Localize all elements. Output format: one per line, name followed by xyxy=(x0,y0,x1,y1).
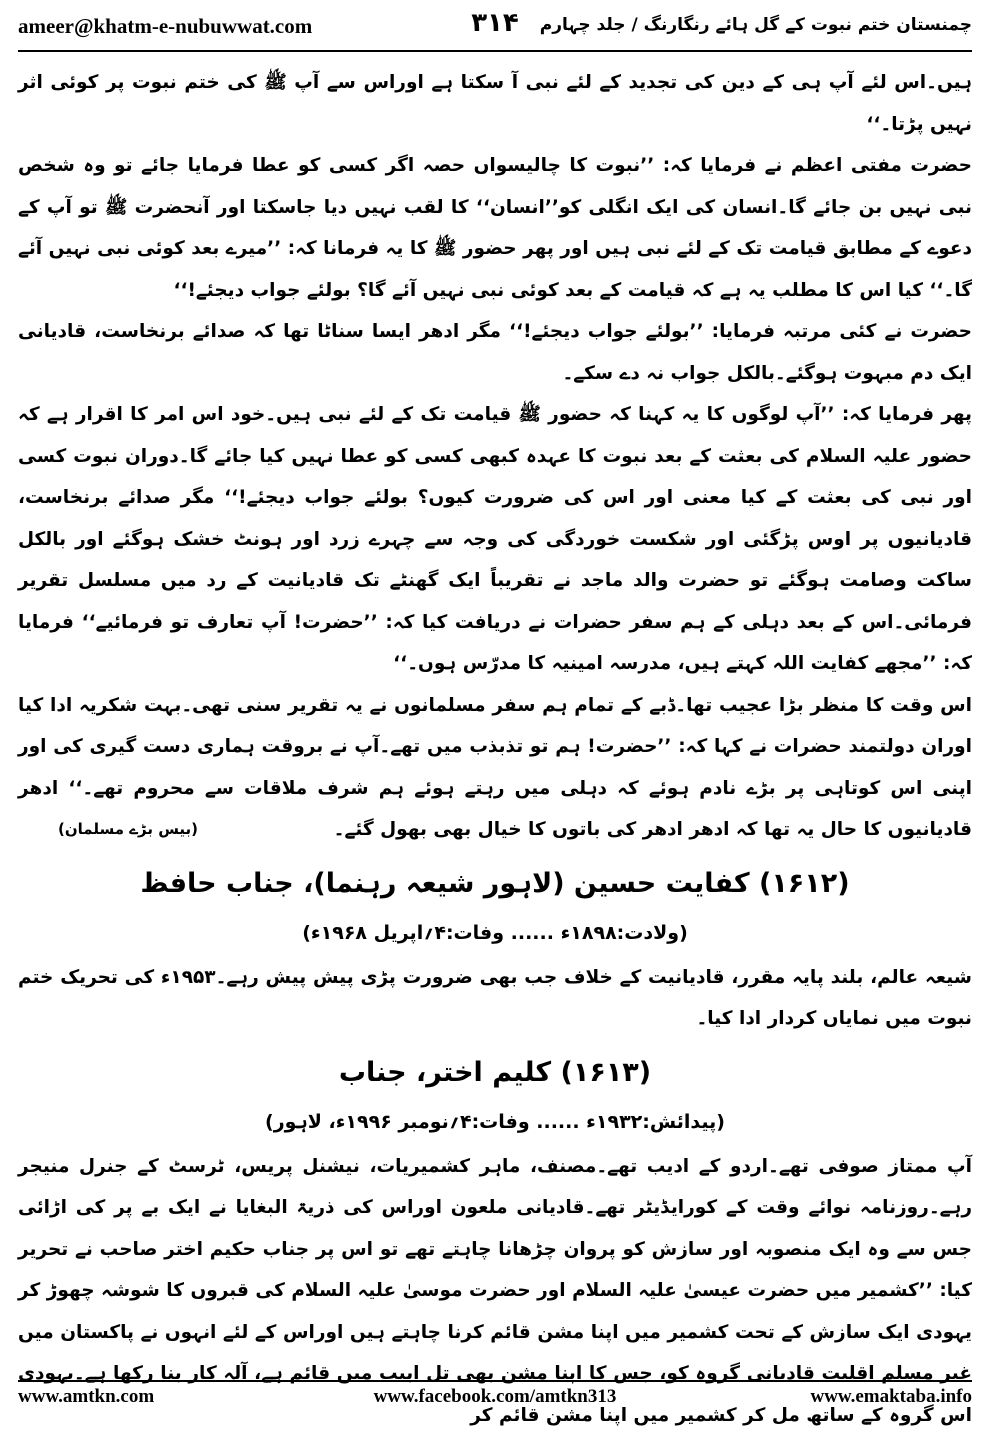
entry-text-1612: شیعہ عالم، بلند پایہ مقرر، قادیانیت کے خلاف جب بھی ضرورت پڑی پیش پیش رہے۔۱۹۵۳ء کی تحریک ختم نبوت میں نمایاں کردار ادا کیا۔ xyxy=(18,957,972,1040)
entry-heading-1613: (۱۶۱۳) کلیم اختر، جناب xyxy=(18,1050,972,1096)
header-divider xyxy=(18,50,972,52)
paragraph-3: حضرت نے کئی مرتبہ فرمایا: ’’بولئے جواب دیجئے!‘‘ مگر ادھر ایسا سناٹا تھا کہ صدائے برنخاست، قادیانی ایک دم مبہوت ہوگئے۔بالکل جواب نہ دے سکے۔ xyxy=(18,311,972,394)
page-number: ۳۱۴ xyxy=(18,8,972,38)
page-body xyxy=(18,62,972,1372)
entry-heading-1612: (۱۶۱۲) کفایت حسین (لاہور شیعہ رہنما)، جناب حافظ xyxy=(18,861,972,907)
book-title: چمنستان ختم نبوت کے گل ہائے رنگارنگ / جلد چہارم xyxy=(540,14,972,35)
entry-text-1613: آپ ممتاز صوفی تھے۔اردو کے ادیب تھے۔مصنف، ماہر کشمیریات، نیشنل پریس، ٹرسٹ کے جنرل منیجر رہے۔روزنامہ نوائے وقت کے کورایڈیٹر تھے۔قادیانی ملعون اوراس کی ذریۃ البغایا نے ایک بے پر کی اڑائی جس سے وہ ایک منصوبہ اور سازش کو پروان چڑھانا چاہتے تھے تو اس پر جناب حکیم اختر صاحب نے تحریر کیا: ’’کشمیر میں حضرت عیسیٰ علیہ السلام اور حضرت موسیٰ علیہ السلام کی قبروں کا شوشہ چھوڑ کر یہودی ایک سازش کے تحت کشمیر میں اپنا مشن قائم کرنا چاہتے ہیں اوراس کے لئے انہوں نے پاکستان میں غیر مسلم اقلیت قادیانی گروہ کو، جس کا اپنا مشن بھی تل ابیب میں قائم ہے، آلہ کار بنا رکھا ہے۔یہودی اس گروہ کے ساتھ مل کر کشمیر میں اپنا مشن قائم کر xyxy=(18,1146,972,1436)
paragraph-2: حضرت مفتی اعظم نے فرمایا کہ: ’’نبوت کا چالیسواں حصہ اگر کسی کو عطا فرمایا جائے تو وہ شخص نبی نہیں بن جائے گا۔انسان کی ایک انگلی کو’’انسان‘‘ کا لقب نہیں دیا جاسکتا اور آنحضرت ﷺ تو آپ کے دعوے کے مطابق قیامت تک کے لئے نبی ہیں اور پھر حضور ﷺ کا یہ فرمانا کہ: ’’میرے بعد کوئی نبی نہیں آئے گا۔‘‘ کیا اس کا مطلب یہ ہے کہ قیامت کے بعد کوئی نبی نہیں آئے گا؟ بولئے جواب دیجئے!‘‘ xyxy=(18,145,972,311)
footer-divider xyxy=(18,1380,972,1382)
paragraph-1: ہیں۔اس لئے آپ ہی کے دین کی تجدید کے لئے نبی آ سکتا ہے اوراس سے آپ ﷺ کی ختم نبوت پر کوئی اثر نہیں پڑتا۔‘‘ xyxy=(18,62,972,145)
page-footer xyxy=(18,1386,972,1414)
footer-link-facebook[interactable]: www.facebook.com/amtkn313 xyxy=(18,1386,972,1408)
header-email[interactable]: ameer@khatm-e-nubuwwat.com xyxy=(18,14,312,39)
paragraph-5 xyxy=(18,685,972,851)
page-header xyxy=(18,8,972,46)
entry-dates-1612: (ولادت:۱۸۹۸ء ...... وفات:۴؍اپریل ۱۹۶۸ء) xyxy=(18,911,972,955)
entry-dates-1613: (پیدائش:۱۹۳۲ء ...... وفات:۴؍نومبر ۱۹۹۶ء، لاہور) xyxy=(18,1100,972,1144)
reference-citation: (بیس بڑے مسلمان) xyxy=(58,809,198,851)
paragraph-5-text: اس وقت کا منظر بڑا عجیب تھا۔ڈبے کے تمام ہم سفر مسلمانوں نے یہ تقریر سنی تھی۔بہت شکریہ ادا کیا اوران دولتمند حضرات نے کہا کہ: ’’حضرت! ہم تو تذبذب میں تھے۔آپ نے بروقت ہماری دست گیری کی اور اپنی اس کوتاہی پر بڑے نادم ہوئے کہ دہلی میں رہتے ہوئے ہم شرف ملاقات سے محروم تھے۔‘‘ ادھر قادیانیوں کا حال یہ تھا کہ ادھر ادھر کی باتوں کا خیال بھی بھول گئے۔ xyxy=(18,695,972,841)
paragraph-4: پھر فرمایا کہ: ’’آپ لوگوں کا یہ کہنا کہ حضور ﷺ قیامت تک کے لئے نبی ہیں۔خود اس امر کا اقرار ہے کہ حضور علیہ السلام کی بعثت کے بعد نبوت کا عہدہ کبھی کسی کو عطا نہیں کیا جائے گا۔دوران نبوت کسی اور نبی کی بعثت کے کیا معنی اور اس کی ضرورت کیوں؟ بولئے جواب دیجئے!‘‘ مگر صدائے برنخاست، قادیانیوں پر اوس پڑگئی اور شکست خوردگی کی وجہ سے چہرے زرد اور ہونٹ خشک ہوگئے اور بالکل ساکت وصامت ہوگئے تو حضرت والد ماجد نے تقریباً ایک گھنٹے تک قادیانیت کے رد میں مسلسل تقریر فرمائی۔اس کے بعد دہلی کے ہم سفر حضرات نے دریافت کیا کہ: ’’حضرت! آپ تعارف تو فرمائیے‘‘ فرمایا کہ: ’’مجھے کفایت اللہ کہتے ہیں، مدرسہ امینیہ کا مدرّس ہوں۔‘‘ xyxy=(18,394,972,685)
footer-link-amtkn[interactable]: www.amtkn.com xyxy=(18,1386,154,1408)
footer-link-emaktaba[interactable]: www.emaktaba.info xyxy=(810,1386,972,1408)
